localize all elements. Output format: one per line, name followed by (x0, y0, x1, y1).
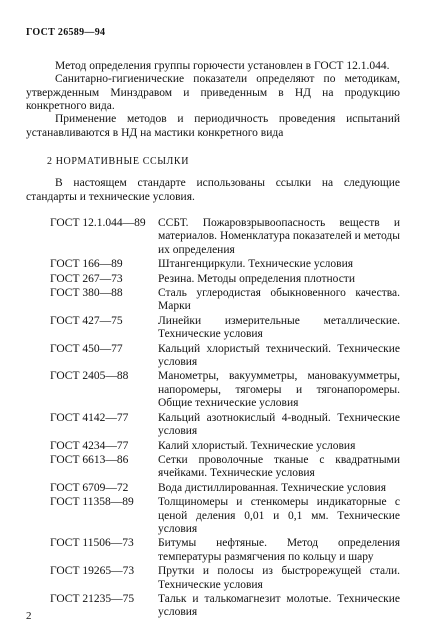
reference-code: ГОСТ 6613—86 (50, 453, 129, 466)
reference-row (50, 412, 400, 439)
reference-title: Прутки и полосы из быстрорежущей стали. Технические условия (158, 565, 400, 591)
reference-code: ГОСТ 2405—88 (50, 370, 129, 383)
reference-code: ГОСТ 21235—75 (50, 592, 135, 605)
references-list (50, 217, 400, 621)
reference-title: Толщиномеры и стенкомеры индикаторные с ценой деления 0,01 и 0,1 мм. Технические условия (158, 496, 400, 535)
reference-row (50, 343, 400, 370)
reference-row (50, 593, 400, 620)
reference-title: Калий хлористый. Технические условия (158, 439, 356, 452)
paragraph-sanitary: Санитарно-гигиенические показатели определяют по методикам, утвержденным Минздравом и приведенным в НД на продукцию конкретного вида. (26, 73, 400, 112)
reference-row (50, 565, 400, 592)
reference-row (50, 287, 400, 314)
reference-title: Манометры, вакуумметры, мановакуумметры, напоромеры, тягомеры и тягонапоромеры. Общие технические условия (158, 370, 400, 410)
reference-title: Сталь углеродистая обыкновенного качества. Марки (158, 287, 400, 313)
page-number: 2 (26, 610, 32, 622)
reference-code: ГОСТ 380—88 (50, 287, 123, 300)
reference-code: ГОСТ 267—73 (50, 272, 123, 285)
reference-row (50, 258, 400, 271)
reference-row (50, 440, 400, 453)
reference-title: Сетки проволочные тканые с квадратными ячейками. Технические условия (158, 453, 400, 480)
reference-row (50, 273, 400, 286)
reference-code: ГОСТ 6709—72 (50, 481, 129, 494)
reference-code: ГОСТ 166—89 (50, 258, 123, 271)
reference-code: ГОСТ 19265—73 (50, 565, 135, 578)
reference-row (50, 454, 400, 481)
reference-row (50, 370, 400, 410)
reference-title: Кальций азотнокислый 4-водный. Технические условия (158, 411, 400, 438)
paragraph-flammability: Метод определения группы горючести установлен в ГОСТ 12.1.044. (55, 60, 390, 72)
reference-row (50, 482, 400, 495)
reference-title: Линейки измерительные металлические. Технические условия (158, 314, 400, 341)
reference-title: Битумы нефтяные. Метод определения температуры размягчения по кольцу и шару (158, 537, 400, 563)
reference-title: Штангенциркули. Технические условия (158, 258, 354, 271)
reference-title: Кальций хлористый технический. Технические условия (158, 342, 400, 369)
reference-title: Вода дистиллированная. Технические условия (158, 481, 386, 494)
document-header: ГОСТ 26589—94 (26, 27, 106, 38)
reference-title: ССБТ. Пожаровзрывоопасность веществ и материалов. Номенклатура показателей и методы их определения (158, 217, 400, 256)
paragraph-methods: Применение методов и периодичность проведения испытаний устанавливаются в НД на мастики конкретного вида (26, 113, 400, 139)
reference-row (50, 537, 400, 564)
reference-code: ГОСТ 12.1.044—89 (50, 217, 146, 229)
reference-code: ГОСТ 427—75 (50, 314, 123, 327)
reference-code: ГОСТ 11358—89 (50, 496, 134, 509)
reference-code: ГОСТ 450—77 (50, 342, 123, 355)
reference-row (50, 315, 400, 342)
reference-row (50, 496, 400, 536)
section-intro: В настоящем стандарте использованы ссылки на следующие стандарты и технические условия. (26, 177, 400, 203)
reference-code: ГОСТ 11506—73 (50, 537, 134, 550)
reference-row (50, 217, 400, 257)
reference-title: Резина. Методы определения плотности (158, 272, 355, 285)
reference-title: Тальк и талькомагнезит молотые. Технические условия (158, 592, 400, 619)
reference-code: ГОСТ 4234—77 (50, 439, 129, 452)
reference-code: ГОСТ 4142—77 (50, 411, 129, 424)
section-title: 2 НОРМАТИВНЫЕ ССЫЛКИ (47, 156, 190, 167)
